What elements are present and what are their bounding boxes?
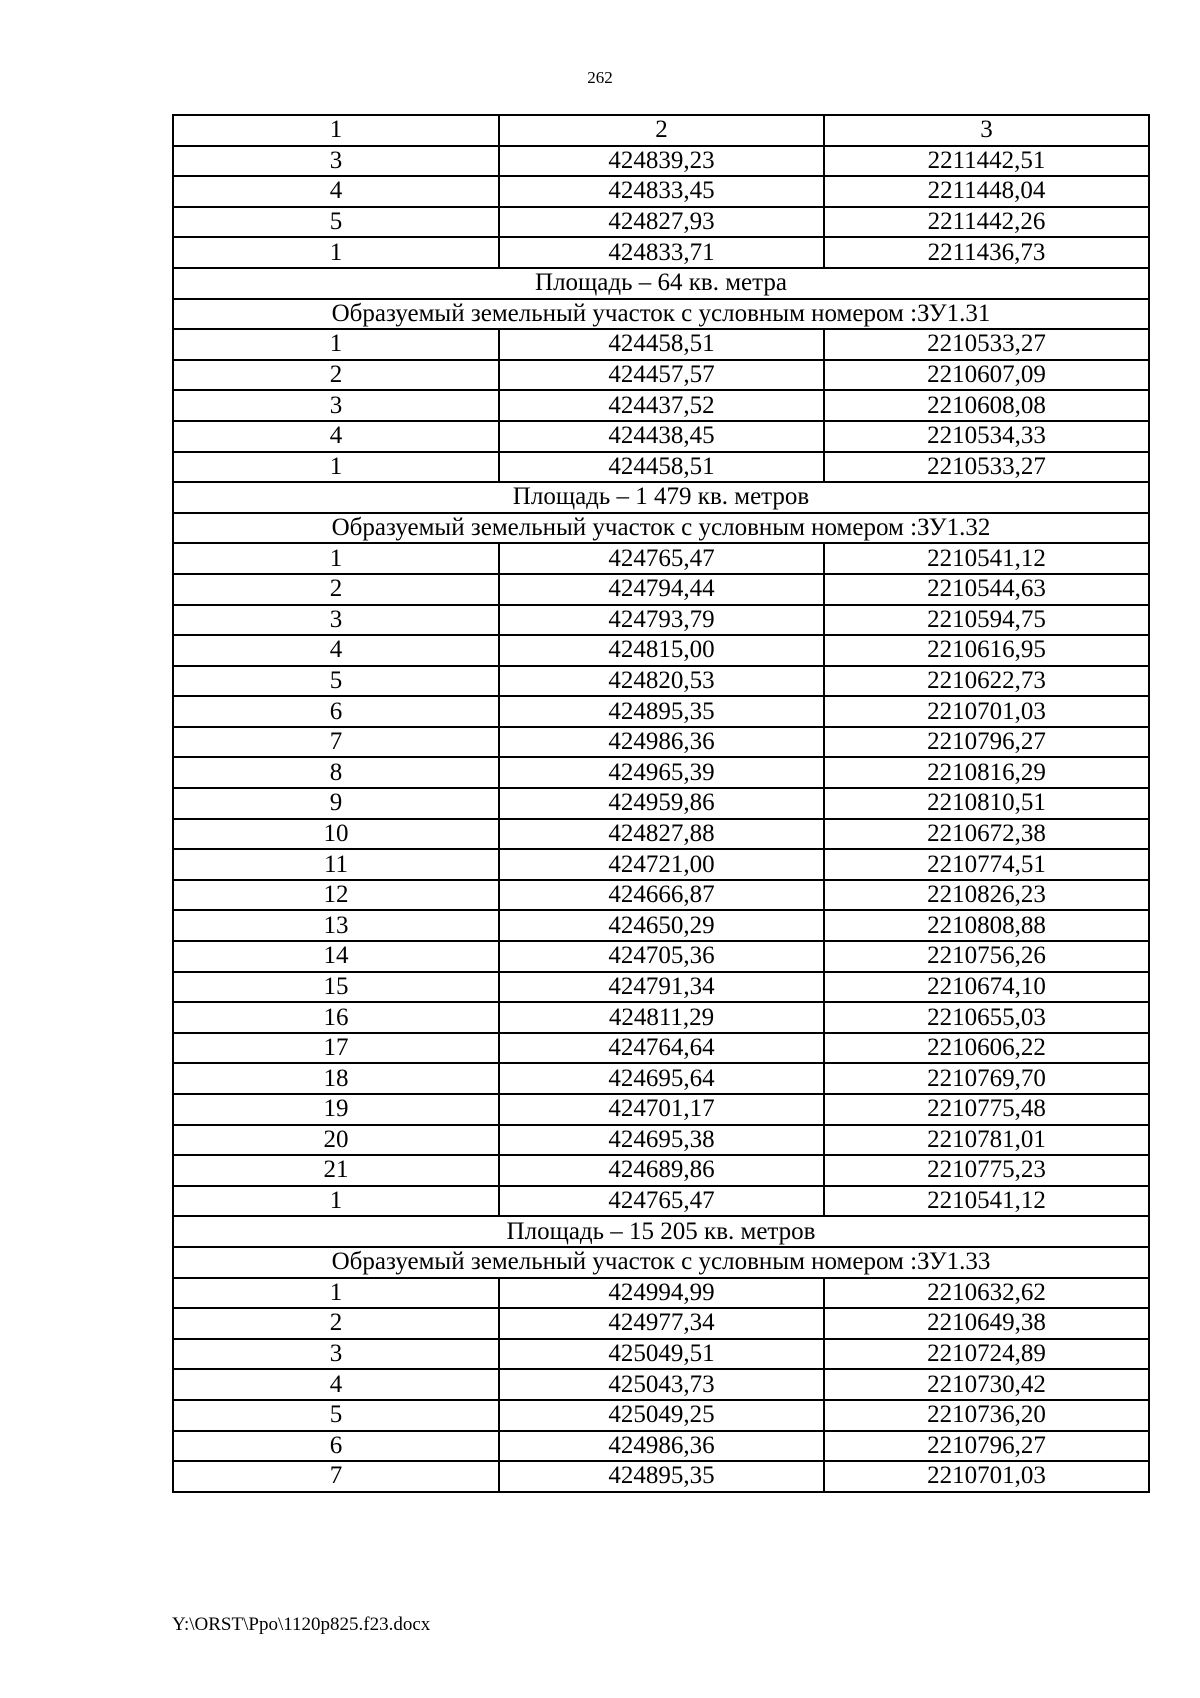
point-number-cell: 16 — [173, 1002, 499, 1033]
y-coordinate-cell: 2210808,88 — [824, 910, 1149, 941]
table-row — [173, 1400, 1149, 1431]
x-coordinate-cell: 424965,39 — [499, 757, 824, 788]
x-coordinate-cell: 424650,29 — [499, 910, 824, 941]
point-number-cell: 7 — [173, 1461, 499, 1492]
y-coordinate-cell: 2211442,26 — [824, 207, 1149, 238]
x-coordinate-cell: 424833,71 — [499, 237, 824, 268]
table-section-row — [173, 482, 1149, 513]
table-row — [173, 910, 1149, 941]
table-row — [173, 1461, 1149, 1492]
point-number-cell: 15 — [173, 972, 499, 1003]
table-row — [173, 666, 1149, 697]
x-coordinate-cell: 424986,36 — [499, 1431, 824, 1462]
y-coordinate-cell: 2210775,48 — [824, 1094, 1149, 1125]
y-coordinate-cell: 2210775,23 — [824, 1155, 1149, 1186]
point-number-cell: 2 — [173, 574, 499, 605]
x-coordinate-cell: 424765,47 — [499, 543, 824, 574]
point-number-cell: 1 — [173, 1278, 499, 1309]
y-coordinate-cell: 2210769,70 — [824, 1063, 1149, 1094]
point-number-cell: 9 — [173, 788, 499, 819]
point-number-cell: 20 — [173, 1125, 499, 1156]
table-section-row — [173, 513, 1149, 544]
point-number-cell: 17 — [173, 1033, 499, 1064]
point-number-cell: 2 — [173, 1308, 499, 1339]
y-coordinate-cell: 2210655,03 — [824, 1002, 1149, 1033]
x-coordinate-cell: 424458,51 — [499, 452, 824, 483]
y-coordinate-cell: 2210701,03 — [824, 696, 1149, 727]
point-number-cell: 4 — [173, 421, 499, 452]
y-coordinate-cell: 2210649,38 — [824, 1308, 1149, 1339]
section-caption-cell: Площадь – 64 кв. метра — [173, 268, 1149, 299]
x-coordinate-cell: 424689,86 — [499, 1155, 824, 1186]
y-coordinate-cell: 2211448,04 — [824, 176, 1149, 207]
point-number-cell: 19 — [173, 1094, 499, 1125]
coordinates-table-body — [173, 115, 1149, 1492]
table-row — [173, 329, 1149, 360]
x-coordinate-cell: 425049,25 — [499, 1400, 824, 1431]
point-number-cell: 11 — [173, 849, 499, 880]
section-caption-cell: Образуемый земельный участок с условным номером :ЗУ1.33 — [173, 1247, 1149, 1278]
x-coordinate-cell: 424986,36 — [499, 727, 824, 758]
y-coordinate-cell: 2210796,27 — [824, 727, 1149, 758]
point-number-cell: 1 — [173, 329, 499, 360]
point-number-cell: 21 — [173, 1155, 499, 1186]
point-number-cell: 13 — [173, 910, 499, 941]
coordinates-table — [172, 114, 1150, 1493]
x-coordinate-cell: 424438,45 — [499, 421, 824, 452]
table-row — [173, 1308, 1149, 1339]
x-coordinate-cell: 425049,51 — [499, 1339, 824, 1370]
point-number-cell: 5 — [173, 207, 499, 238]
y-coordinate-cell: 2210606,22 — [824, 1033, 1149, 1064]
x-coordinate-cell: 424705,36 — [499, 941, 824, 972]
x-coordinate-cell: 424458,51 — [499, 329, 824, 360]
table-row — [173, 1278, 1149, 1309]
table-row — [173, 1063, 1149, 1094]
y-coordinate-cell: 2210774,51 — [824, 849, 1149, 880]
point-number-cell: 18 — [173, 1063, 499, 1094]
y-coordinate-cell: 2210736,20 — [824, 1400, 1149, 1431]
y-coordinate-cell: 2210594,75 — [824, 605, 1149, 636]
y-coordinate-cell: 2210781,01 — [824, 1125, 1149, 1156]
x-coordinate-cell: 424959,86 — [499, 788, 824, 819]
y-coordinate-cell: 2210672,38 — [824, 819, 1149, 850]
y-coordinate-cell: 2210796,27 — [824, 1431, 1149, 1462]
page-number: 262 — [587, 68, 613, 87]
y-coordinate-cell: 2210533,27 — [824, 452, 1149, 483]
y-coordinate-cell: 2210730,42 — [824, 1369, 1149, 1400]
x-coordinate-cell: 424701,17 — [499, 1094, 824, 1125]
y-coordinate-cell: 2210810,51 — [824, 788, 1149, 819]
table-row — [173, 1033, 1149, 1064]
y-coordinate-cell: 2210756,26 — [824, 941, 1149, 972]
y-coordinate-cell: 2210541,12 — [824, 543, 1149, 574]
table-row — [173, 237, 1149, 268]
y-coordinate-cell: 2210701,03 — [824, 1461, 1149, 1492]
x-coordinate-cell: 424839,23 — [499, 146, 824, 177]
x-coordinate-cell: 424695,38 — [499, 1125, 824, 1156]
point-number-cell: 14 — [173, 941, 499, 972]
point-number-cell: 3 — [173, 1339, 499, 1370]
x-coordinate-cell: 424827,88 — [499, 819, 824, 850]
table-row — [173, 727, 1149, 758]
table-row — [173, 972, 1149, 1003]
y-coordinate-cell: 2210826,23 — [824, 880, 1149, 911]
y-coordinate-cell: 2210608,08 — [824, 390, 1149, 421]
x-coordinate-cell: 424793,79 — [499, 605, 824, 636]
table-section-row — [173, 299, 1149, 330]
table-row — [173, 1369, 1149, 1400]
y-coordinate-cell: 2210533,27 — [824, 329, 1149, 360]
table-row — [173, 635, 1149, 666]
point-number-cell: 6 — [173, 1431, 499, 1462]
y-coordinate-cell: 2210632,62 — [824, 1278, 1149, 1309]
table-section-row — [173, 1247, 1149, 1278]
point-number-cell: 3 — [173, 605, 499, 636]
header-cell-x: 2 — [499, 115, 824, 146]
point-number-cell: 7 — [173, 727, 499, 758]
table-row — [173, 819, 1149, 850]
table-row — [173, 146, 1149, 177]
y-coordinate-cell: 2210534,33 — [824, 421, 1149, 452]
x-coordinate-cell: 424437,52 — [499, 390, 824, 421]
point-number-cell: 4 — [173, 176, 499, 207]
x-coordinate-cell: 424820,53 — [499, 666, 824, 697]
table-row — [173, 390, 1149, 421]
x-coordinate-cell: 424895,35 — [499, 1461, 824, 1492]
table-row — [173, 849, 1149, 880]
x-coordinate-cell: 425043,73 — [499, 1369, 824, 1400]
table-row — [173, 452, 1149, 483]
point-number-cell: 2 — [173, 360, 499, 391]
x-coordinate-cell: 424815,00 — [499, 635, 824, 666]
x-coordinate-cell: 424811,29 — [499, 1002, 824, 1033]
x-coordinate-cell: 424695,64 — [499, 1063, 824, 1094]
table-row — [173, 1186, 1149, 1217]
point-number-cell: 4 — [173, 635, 499, 666]
point-number-cell: 8 — [173, 757, 499, 788]
table-row — [173, 176, 1149, 207]
y-coordinate-cell: 2210541,12 — [824, 1186, 1149, 1217]
table-row — [173, 1431, 1149, 1462]
point-number-cell: 4 — [173, 1369, 499, 1400]
point-number-cell: 1 — [173, 452, 499, 483]
table-row — [173, 788, 1149, 819]
point-number-cell: 5 — [173, 666, 499, 697]
point-number-cell: 3 — [173, 146, 499, 177]
table-header-row — [173, 115, 1149, 146]
x-coordinate-cell: 424994,99 — [499, 1278, 824, 1309]
table-row — [173, 1155, 1149, 1186]
x-coordinate-cell: 424895,35 — [499, 696, 824, 727]
section-caption-cell: Образуемый земельный участок с условным номером :ЗУ1.32 — [173, 513, 1149, 544]
section-caption-cell: Площадь – 15 205 кв. метров — [173, 1216, 1149, 1247]
table-row — [173, 207, 1149, 238]
x-coordinate-cell: 424765,47 — [499, 1186, 824, 1217]
table-row — [173, 543, 1149, 574]
y-coordinate-cell: 2210616,95 — [824, 635, 1149, 666]
point-number-cell: 12 — [173, 880, 499, 911]
point-number-cell: 5 — [173, 1400, 499, 1431]
x-coordinate-cell: 424794,44 — [499, 574, 824, 605]
table-row — [173, 757, 1149, 788]
y-coordinate-cell: 2210724,89 — [824, 1339, 1149, 1370]
point-number-cell: 1 — [173, 237, 499, 268]
x-coordinate-cell: 424764,64 — [499, 1033, 824, 1064]
section-caption-cell: Образуемый земельный участок с условным номером :ЗУ1.31 — [173, 299, 1149, 330]
x-coordinate-cell: 424457,57 — [499, 360, 824, 391]
y-coordinate-cell: 2210674,10 — [824, 972, 1149, 1003]
x-coordinate-cell: 424721,00 — [499, 849, 824, 880]
y-coordinate-cell: 2210622,73 — [824, 666, 1149, 697]
table-row — [173, 574, 1149, 605]
section-caption-cell: Площадь – 1 479 кв. метров — [173, 482, 1149, 513]
table-row — [173, 1339, 1149, 1370]
header-cell-y: 3 — [824, 115, 1149, 146]
header-cell-point-number: 1 — [173, 115, 499, 146]
table-row — [173, 880, 1149, 911]
point-number-cell: 3 — [173, 390, 499, 421]
table-section-row — [173, 268, 1149, 299]
x-coordinate-cell: 424827,93 — [499, 207, 824, 238]
point-number-cell: 1 — [173, 543, 499, 574]
y-coordinate-cell: 2211442,51 — [824, 146, 1149, 177]
table-section-row — [173, 1216, 1149, 1247]
y-coordinate-cell: 2210816,29 — [824, 757, 1149, 788]
x-coordinate-cell: 424833,45 — [499, 176, 824, 207]
y-coordinate-cell: 2210544,63 — [824, 574, 1149, 605]
table-row — [173, 941, 1149, 972]
point-number-cell: 10 — [173, 819, 499, 850]
footer-file-path: Y:\ORST\Ppo\1120p825.f23.docx — [172, 1614, 431, 1635]
table-row — [173, 360, 1149, 391]
table-row — [173, 1125, 1149, 1156]
table-row — [173, 696, 1149, 727]
y-coordinate-cell: 2211436,73 — [824, 237, 1149, 268]
table-row — [173, 605, 1149, 636]
x-coordinate-cell: 424666,87 — [499, 880, 824, 911]
point-number-cell: 6 — [173, 696, 499, 727]
y-coordinate-cell: 2210607,09 — [824, 360, 1149, 391]
x-coordinate-cell: 424977,34 — [499, 1308, 824, 1339]
x-coordinate-cell: 424791,34 — [499, 972, 824, 1003]
table-row — [173, 421, 1149, 452]
point-number-cell: 1 — [173, 1186, 499, 1217]
table-row — [173, 1002, 1149, 1033]
table-row — [173, 1094, 1149, 1125]
